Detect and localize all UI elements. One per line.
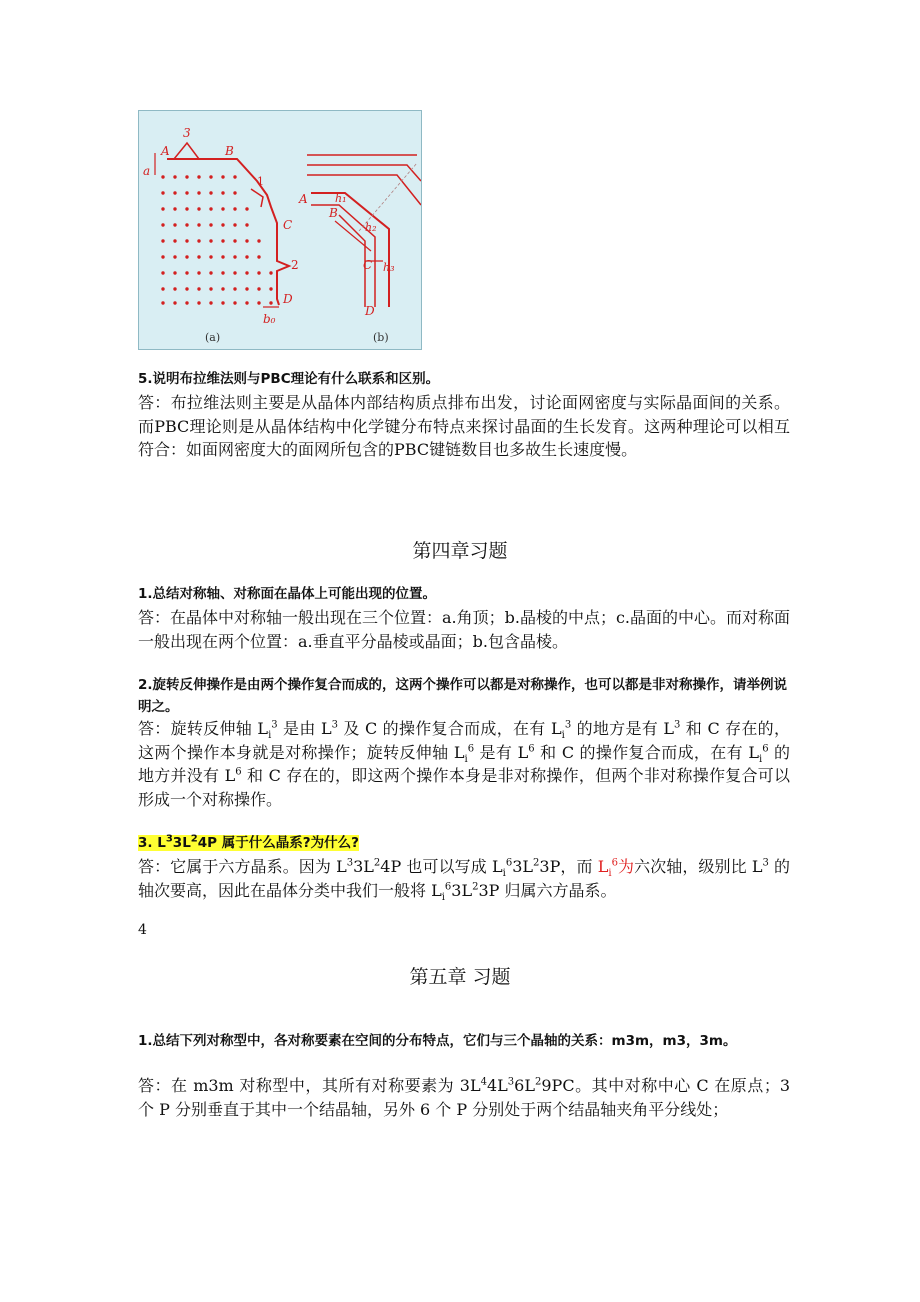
lattice-dot — [197, 223, 200, 226]
sub-i: i — [268, 730, 272, 742]
lattice-dot — [161, 191, 164, 194]
lattice-dot — [233, 287, 236, 290]
lattice-dot — [185, 223, 188, 226]
sup-2: 2 — [190, 833, 198, 845]
ans-text: 的地方是有 L — [571, 719, 675, 738]
ans-text: 3 — [539, 857, 550, 876]
ch4-q2-question: 2.旋转反伸操作是由两个操作复合而成的，这两个操作可以都是对称操作，也可以都是非对称操作，请举例说明之。 — [138, 677, 788, 715]
lattice-dot — [209, 287, 212, 290]
lattice-dot — [173, 271, 176, 274]
ans-text: 3L — [512, 857, 533, 876]
outline-a — [167, 159, 289, 305]
lattice-dot — [173, 301, 176, 304]
lattice-dot — [185, 239, 188, 242]
figure-svg — [139, 111, 421, 349]
label-b-C: C — [363, 258, 373, 272]
sup-3: 3 — [331, 719, 338, 731]
ans-text: 和 C 存在的，这两个操作本身就是对称操作；旋转反伸轴 L — [138, 719, 790, 762]
lattice-dot — [233, 239, 236, 242]
ch4-q2-answer — [138, 717, 790, 811]
sub-i: i — [441, 891, 445, 903]
ans-text: 和 C 存在的，即这两个操作本身是非对称操作，但两个非对称操作复合可以形成一个对称操作。 — [138, 766, 790, 809]
lattice-dot — [245, 207, 248, 210]
label-point-1: 1 — [257, 175, 264, 188]
lattice-dot — [221, 271, 224, 274]
lattice-dot — [245, 239, 248, 242]
lattice-dot — [221, 191, 224, 194]
q3-text: P 属于什么晶系?为什么? — [207, 835, 359, 851]
lattice-dot — [269, 301, 272, 304]
ans-text: PC。其中对称中心 C 在原点；3 个 P 分别垂直于其中一个结晶轴，另外 6 个 P 分别处于两个结晶轴夹角平分线处； — [138, 1076, 790, 1119]
lattice-dot — [269, 271, 272, 274]
label-point-C: C — [283, 218, 293, 232]
ans-text: 6L — [514, 1076, 535, 1095]
lattice-dot — [197, 301, 200, 304]
lattice-dot — [173, 223, 176, 226]
lattice-dot — [269, 287, 272, 290]
lattice-dot — [161, 301, 164, 304]
lattice-dot — [221, 223, 224, 226]
lattice-dot — [221, 175, 224, 178]
label-point-D: D — [283, 292, 293, 306]
lattice-dot — [209, 207, 212, 210]
ans-text: 答：它属于六方晶系。因为 L — [138, 857, 347, 876]
ch4-q3-question — [138, 832, 790, 854]
lattice-dot — [161, 223, 164, 226]
sub-i: i — [561, 730, 565, 742]
sup-2: 2 — [472, 881, 479, 893]
lattice-dot — [233, 207, 236, 210]
lattice-dot — [161, 271, 164, 274]
crystal-growth-figure — [138, 110, 422, 350]
label-point-B: B — [225, 144, 234, 158]
sub-i: i — [502, 868, 506, 880]
label-point-a: a — [143, 164, 151, 178]
label-h1: h₁ — [335, 192, 347, 205]
caption-a: (a) — [205, 331, 221, 344]
ans-text: 3L — [353, 857, 374, 876]
lattice-dot — [185, 287, 188, 290]
lattice-dot — [185, 191, 188, 194]
sup-2: 2 — [373, 857, 381, 869]
lattice-dot — [185, 255, 188, 258]
lattice-dot — [185, 271, 188, 274]
chapter5-title: 第五章 习题 — [409, 966, 511, 988]
lattice-dot — [233, 175, 236, 178]
q3-text: 3L — [172, 835, 191, 851]
ch5-q1-question: 1.总结下列对称型中，各对称要素在空间的分布特点，它们与三个晶轴的关系：m3m，m3，3m。 — [138, 1033, 737, 1049]
lattice-dot — [257, 301, 260, 304]
lattice-dot — [173, 255, 176, 258]
ans-text: P 归属六方晶系。 — [488, 880, 617, 900]
step-3 — [174, 143, 199, 159]
sup-2: 2 — [534, 1076, 542, 1088]
sup-3: 3 — [564, 719, 572, 731]
sup-6: 6 — [235, 766, 242, 778]
highlight — [138, 835, 359, 851]
lattice-dot — [209, 191, 212, 194]
ans-text: 9 — [541, 1076, 552, 1095]
lattice-dot — [197, 207, 200, 210]
sup-3: 3 — [165, 833, 173, 845]
red-text — [597, 857, 635, 880]
label-point-A: A — [161, 144, 170, 158]
lattice-dot — [245, 301, 248, 304]
step-1 — [251, 189, 263, 207]
ans-text: 4 — [380, 857, 391, 876]
ans-text: 答：在 m3m 对称型中，其所有对称要素为 3L — [138, 1076, 481, 1095]
sup-3: 3 — [346, 857, 354, 869]
ch4-q3-answer — [138, 855, 790, 902]
lattice-dot — [209, 255, 212, 258]
label-point-2: 2 — [291, 258, 299, 272]
sup-6: 6 — [505, 857, 513, 869]
ch5-q1-answer — [138, 1074, 790, 1121]
lattice-dot — [257, 239, 260, 242]
label-b-D: D — [365, 304, 375, 318]
lattice-dot — [209, 301, 212, 304]
ans-text: 4L — [486, 1076, 508, 1095]
lattice-dot — [197, 191, 200, 194]
label-b-B: B — [329, 206, 338, 220]
lattice-dot — [161, 175, 164, 178]
sup-3: 3 — [507, 1076, 515, 1088]
lattice-dot — [221, 287, 224, 290]
lattice-dot — [209, 175, 212, 178]
lattice-dot — [245, 271, 248, 274]
lattice-dot — [161, 255, 164, 258]
sub-i: i — [758, 753, 763, 765]
sup-6: 6 — [611, 857, 618, 869]
lattice-dot — [221, 207, 224, 210]
lattice-dot — [209, 239, 212, 242]
sup-3: 3 — [674, 719, 681, 731]
lattice-dot — [197, 287, 200, 290]
lattice-dot — [257, 255, 260, 258]
lattice-dot — [197, 239, 200, 242]
lattice-dot — [221, 239, 224, 242]
ans-text: 六次轴，级别比 L — [634, 857, 763, 876]
chapter4-title: 第四章习题 — [412, 540, 508, 562]
ans-text: P 也可以写成 L — [390, 857, 503, 876]
lattice-dot — [173, 239, 176, 242]
page-number: 4 — [138, 922, 147, 938]
lattice-dot — [245, 255, 248, 258]
sup-6: 6 — [528, 743, 535, 755]
lattice-dot — [257, 271, 260, 274]
label-h3: h₃ — [383, 261, 395, 274]
lattice-dot — [173, 191, 176, 194]
lattice-dot — [173, 175, 176, 178]
ans-text: 和 C 的操作复合而成，在有 L — [534, 742, 759, 762]
ans-text: 3L — [451, 880, 473, 900]
ans-text: 的轴次要高，因此在晶体分类中我们一般将 L — [138, 857, 790, 900]
lattice-dot — [221, 255, 224, 258]
red-L: L — [597, 857, 609, 876]
sub-i: i — [608, 868, 612, 880]
lattice-dot — [245, 223, 248, 226]
q5-question: 5.说明布拉维法则与PBC理论有什么联系和区别。 — [138, 371, 440, 387]
sub-i: i — [464, 753, 468, 765]
ch4-q1-question: 1.总结对称轴、对称面在晶体上可能出现的位置。 — [138, 586, 437, 602]
lattice-dot — [161, 287, 164, 290]
lattice-dot — [233, 191, 236, 194]
sup-3: 3 — [271, 719, 278, 731]
lattice-dot — [197, 175, 200, 178]
sup-6: 6 — [444, 881, 452, 893]
sup-6: 6 — [762, 743, 769, 755]
ans-text: P，而 — [549, 857, 598, 876]
sup-6: 6 — [467, 743, 475, 755]
q3-text: 4 — [197, 835, 208, 851]
q5-answer: 答：布拉维法则主要是从晶体内部结构质点排布出发，讨论面网密度与实际晶面间的关系。而PBC理论则是从晶体结构中化学键分布特点来探讨晶面的生长发育。这两种理论可以相互符合：如面网密度大的面网所包含的PBC键链数目也多故生长速度慢。 — [138, 393, 790, 459]
lattice-dot — [233, 255, 236, 258]
caption-b: (b) — [373, 331, 389, 344]
lattice-dot — [161, 207, 164, 210]
ans-text: 及 C 的操作复合而成，在有 L — [338, 719, 562, 738]
lattice-dot — [161, 239, 164, 242]
label-b-A: A — [299, 192, 308, 206]
label-point-3: 3 — [183, 126, 191, 140]
sup-4: 4 — [480, 1076, 487, 1088]
lattice-dot — [257, 287, 260, 290]
lattice-dot — [221, 301, 224, 304]
lattice-dot — [185, 207, 188, 210]
label-h2: h₂ — [365, 221, 377, 234]
sup-3: 3 — [762, 857, 769, 869]
lattice-dot — [197, 255, 200, 258]
figure-b — [307, 155, 421, 307]
ans-text: 3 — [478, 880, 489, 900]
label-b0: b₀ — [263, 312, 276, 326]
lattice-dot — [233, 223, 236, 226]
lattice-dot — [233, 301, 236, 304]
ans-text: 是由 L — [277, 719, 332, 738]
q3-text: 3. L — [138, 835, 166, 851]
lattice-dot — [185, 175, 188, 178]
ans-text: 的地方并没有 L — [138, 742, 790, 785]
sup-2: 2 — [533, 857, 540, 869]
ans-text: 答：旋转反伸轴 L — [138, 719, 269, 738]
lattice-dots — [161, 175, 272, 304]
lattice-dot — [209, 223, 212, 226]
ans-text: 是有 L — [474, 742, 529, 762]
lattice-dot — [197, 271, 200, 274]
ch4-q1-answer: 答：在晶体中对称轴一般出现在三个位置：a.角顶；b.晶棱的中点；c.晶面的中心。而对称面一般出现在两个位置：a.垂直平分晶棱或晶面；b.包含晶棱。 — [138, 608, 791, 651]
lattice-dot — [209, 271, 212, 274]
lattice-dot — [245, 287, 248, 290]
lattice-dot — [233, 271, 236, 274]
lattice-dot — [185, 301, 188, 304]
lattice-dot — [173, 207, 176, 210]
red-word: 为 — [617, 857, 635, 876]
lattice-dot — [173, 287, 176, 290]
